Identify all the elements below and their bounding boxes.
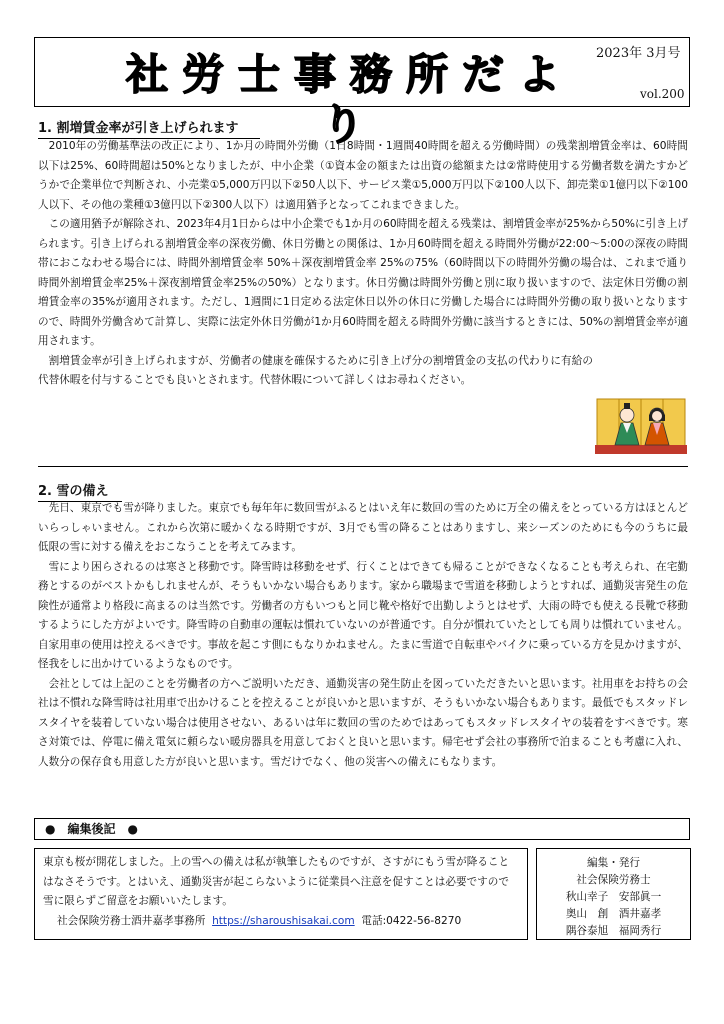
section2-paragraph: 会社としては上記のことを労働者の方へご説明いただき、通勤災害の発生防止を図っていただきたいと思います。社用車をお持ちの会社は不慣れな降雪時は社用車で出かけることを控えることが良いかと思いますが、そうもいかない場合もあります。最低でもスタッドレスタイヤを装着していない場合は使用させない、あるいは年に数回の雪のためではあってもスタッドレスタイヤの装着をすべきです。寒さ対策では、停電に備え電気に頼らない暖房器具を用意しておくと良いと思います。帰宅せず会社の事務所で泊まることも考慮に入れ、人数分の保存食も用意した方が良いと思います。雪だけでなく、他の災害への備えにもなります。 bbox=[38, 677, 688, 768]
issue-volume: vol.200 bbox=[640, 87, 685, 101]
section1-paragraph: 2010年の労働基準法の改正により、1か月の時間外労働（1日8時間・1週間40時間を超える労働時間）の残業割増賃金率は、60時間以下は25%、60時間超は50%となりましたが、中小企業（①資本金の額または出資の総額または②常時使用する労働者数を満たすかどうかで企業単位で判断され、小売業①5,000万円以下②50人以下、サービス業①5,000万円以下②100人以下、卸売業①1億円以下②100人以下、その他の業種①3億円以下②300人以下）は適用猶予となってこれまできました。 bbox=[38, 140, 688, 211]
editor-note-text: 東京も桜が開花しました。上の雪への備えは私が執筆したものですが、さすがにもう雪が降ることはなさそうです。とはいえ、通勤災害が起こらないように従業員へ注意を促すことは必要ですので雪に限らずご留意をお願いいたします。 bbox=[43, 856, 510, 907]
section2-body bbox=[38, 499, 688, 772]
office-name: 社会保険労務士酒井嘉孝事務所 bbox=[57, 914, 206, 927]
publisher-line: 社会保険労務士 bbox=[576, 874, 651, 886]
editor-note-heading: ● 編集後記 ● bbox=[34, 818, 690, 840]
newsletter-title: 社労士事務所だより bbox=[125, 50, 574, 149]
office-phone: 電話:0422-56-8270 bbox=[361, 914, 462, 927]
editor-note-box bbox=[34, 848, 528, 940]
issue-date: 2023年 3月号 bbox=[596, 46, 681, 61]
publisher-line: 奥山 創 酒井嘉孝 bbox=[565, 908, 662, 920]
section1-paragraph: 割増賃金率が引き上げられますが、労働者の健康を確保するために引き上げ分の割増賃金の支払の代わりに有給の代替休暇を付与することでも良いとされます。代替休暇について詳しくはお尋ねください。 bbox=[38, 354, 593, 386]
section-divider bbox=[38, 466, 688, 467]
publisher-label: 編集・発行 bbox=[587, 857, 640, 869]
section2-paragraph: 雪により困らされるのは寒さと移動です。降雪時は移動をせず、行くことはできても帰ることができなくなることも考えられ、在宅勤務とするのがベストかもしれませんが、そうもいかない場合もあります。家から職場まで雪道を移動しようとすれば、通勤災害発生の危険性が通常より格段に高まるのは当然です。労働者の方もいつもと同じ靴や格好で出勤しようとはせず、大雨の時でも使える長靴で移動するようにした方がよいです。降雪時の自動車の運転は慣れていないのが普通です。自分が慣れていたとしても周りは慣れていません。自家用車の使用は控えるべきです。事故を起こす側にもなりかねません。たまに雪道で自転車やバイクに乗っている方を見かけますが、怪我をしに出かけているようなものです。 bbox=[38, 560, 688, 670]
section1-heading: 1. 割増賃金率が引き上げられます bbox=[38, 121, 260, 139]
section2-heading: 2. 雪の備え bbox=[38, 484, 122, 502]
section1-body bbox=[38, 137, 688, 391]
office-website-link[interactable]: https://sharoushisakai.com bbox=[212, 914, 355, 927]
publisher-box bbox=[536, 848, 691, 940]
publisher-line: 秋山幸子 安部眞一 bbox=[565, 891, 662, 903]
hina-doll-illustration bbox=[595, 395, 687, 455]
publisher-line: 隅谷泰旭 福岡秀行 bbox=[565, 925, 662, 937]
office-contact-line bbox=[43, 912, 519, 932]
section2-paragraph: 先日、東京でも雪が降りました。東京でも毎年年に数回雪がふるとはいえ年に数回の雪のために万全の備えをとっている方はほとんどいらっしゃいません。これから次第に暖かくなる時期ですが、3月でも雪の降ることはありますし、来シーズンのためにも今のうちに最低限の雪に対する備えをおこなうことを考えてみます。 bbox=[38, 502, 688, 553]
section1-paragraph: この適用猶予が解除され、2023年4月1日からは中小企業でも1か月の60時間を超える残業は、割増賃金率が25%から50%に引き上げられます。引き上げられる割増賃金率の深夜労働、休日労働との関係は、1か月60時間を超える時間外労働が22:00～5:00の深夜の時間帯におこなわせる場合には、時間外割増賃金率 50%＋深夜割増賃金率 25%の75%（60時間以下の時間外労働の場合は、これまで通り時間外割増賃金率25%＋深夜割増賃金率25%の50%）となります。休日労働は時間外労働と別に取り扱いますので、法定休日労働の割増賃金率の35%が適用されます。ただし、1週間に1日定める法定休日以外の休日に労働した場合には時間外労働の取り扱いとなりますので、時間外労働含めて計算し、実際に法定外休日労働が1か月60時間を超える時間外労働に該当するときには、50%の割増賃金率が適用されます。 bbox=[38, 218, 688, 347]
